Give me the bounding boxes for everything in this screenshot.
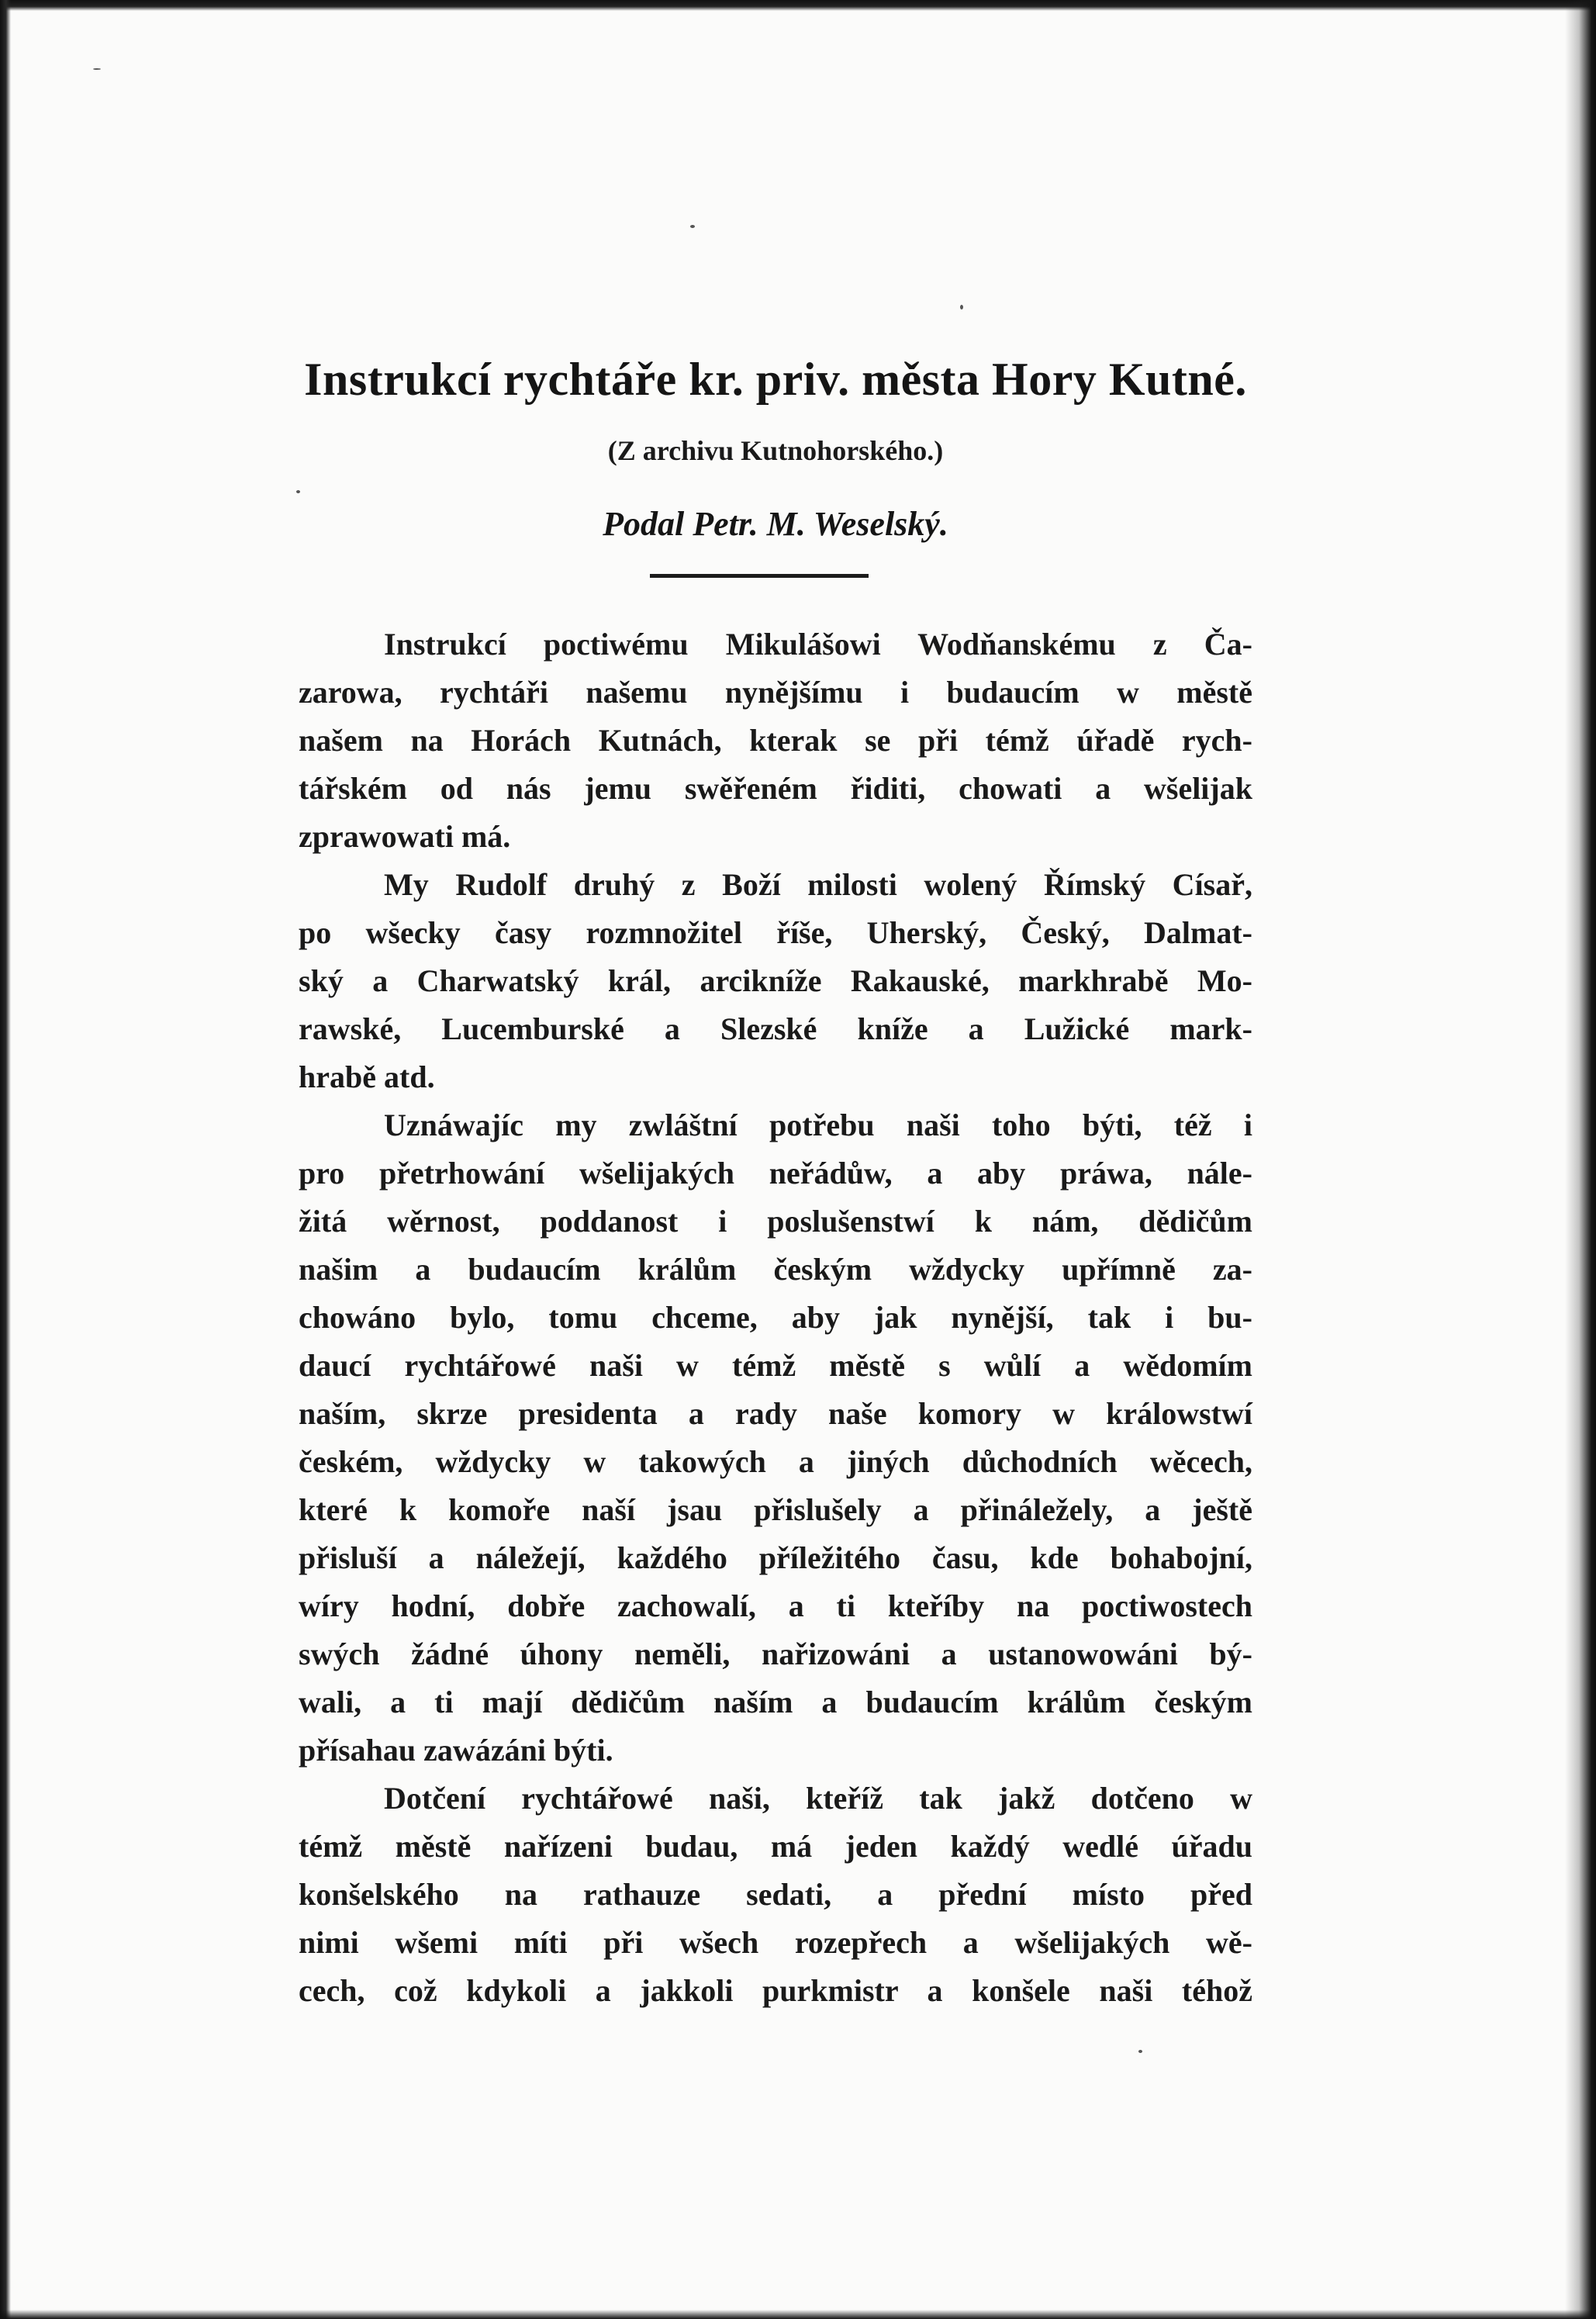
text-line: Instrukcí poctiwému Mikulášowi Wodňanskému z Ča- [384, 627, 1252, 662]
scan-speck [93, 68, 101, 70]
text-line: které k komoře naší jsau přislušely a přináležely, a ještě [299, 1492, 1252, 1527]
text-line: zarowa, rychtáři našemu nynějšímu i budaucím w městě [299, 675, 1252, 710]
text-line: tářském od nás jemu swěřeném řiditi, chowati a wšelijak [299, 771, 1252, 806]
paragraph [299, 861, 1252, 1101]
scan-speck [960, 305, 963, 309]
text-line: ský a Charwatský král, arcikníže Rakauské, markhrabě Mo- [299, 963, 1252, 998]
text-line: chowáno bylo, tomu chceme, aby jak nynější, tak i bu- [299, 1300, 1252, 1335]
text-line: žitá wěrnost, poddanost i poslušenstwí k nám, dědičům [299, 1204, 1252, 1239]
scan-edge-right [1565, 0, 1596, 2319]
text-line: cech, což kdykoli a jakkoli purkmistr a konšele naši téhož [299, 1973, 1252, 2008]
paragraph [299, 1101, 1252, 1775]
text-line: My Rudolf druhý z Boží milosti wolený Římský Císař, [384, 867, 1252, 902]
text-line: po wšecky časy rozmnožitel říše, Uherský, Český, Dalmat- [299, 915, 1252, 950]
text-line: naším, skrze presidenta a rady naše komory w králowstwí [299, 1396, 1252, 1431]
text-line: témž městě nařízeni budau, má jeden každý wedlé úřadu [299, 1829, 1252, 1864]
text-line: Uznáwajíc my zwláštní potřebu naši toho býti, též i [384, 1108, 1252, 1142]
scan-edge-top [0, 0, 1596, 11]
scan-edge-bottom [0, 2310, 1596, 2319]
text-line: swých žádné úhony neměli, nařizowáni a ustanowowáni bý- [299, 1636, 1252, 1671]
text-line: rawské, Lucemburské a Slezské kníže a Lužické mark- [299, 1011, 1252, 1046]
document-author: Podal Petr. M. Weselský. [603, 505, 948, 543]
scan-speck [1138, 2050, 1142, 2053]
text-line: našim a budaucím králům českým wždycky upřímně za- [299, 1252, 1252, 1287]
text-line: přisluší a náležejí, každého příležitého času, kde bohabojní, [299, 1540, 1252, 1575]
paragraph [299, 620, 1252, 861]
scan-speck [296, 490, 300, 493]
text-line: nimi wšemi míti při wšech rozepřech a wšelijakých wě- [299, 1925, 1252, 1960]
text-line: hrabě atd. [299, 1059, 435, 1094]
text-line: daucí rychtářowé naši w témž městě s wůlí a wědomím [299, 1348, 1252, 1383]
text-line: českém, wždycky w takowých a jiných důchodních wěcech, [299, 1444, 1252, 1479]
text-line: pro přetrhowání wšelijakých neřádůw, a aby práwa, nále- [299, 1156, 1252, 1191]
text-line: zprawowati má. [299, 819, 511, 854]
text-line: Dotčení rychtářowé naši, kteříž tak jakž dotčeno w [384, 1781, 1252, 1816]
scan-speck [690, 225, 695, 228]
text-line: našem na Horách Kutnách, kterak se při témž úřadě rych- [299, 723, 1252, 758]
text-line: konšelského na rathauze sedati, a přední místo před [299, 1877, 1252, 1912]
body-text [299, 620, 1252, 2015]
text-line: wali, a ti mají dědičům naším a budaucím králům českým [299, 1685, 1252, 1719]
text-line: wíry hodní, dobře zachowalí, a ti kteříby na poctiwostech [299, 1588, 1252, 1623]
title-divider [650, 574, 869, 578]
document-title: Instrukcí rychtáře kr. priv. města Hory Kutné. [304, 354, 1247, 405]
paragraph [299, 1775, 1252, 2015]
scan-edge-left [0, 0, 11, 2319]
document-subtitle: (Z archivu Kutnohorského.) [607, 435, 944, 466]
text-line: přísahau zawázáni býti. [299, 1733, 613, 1768]
